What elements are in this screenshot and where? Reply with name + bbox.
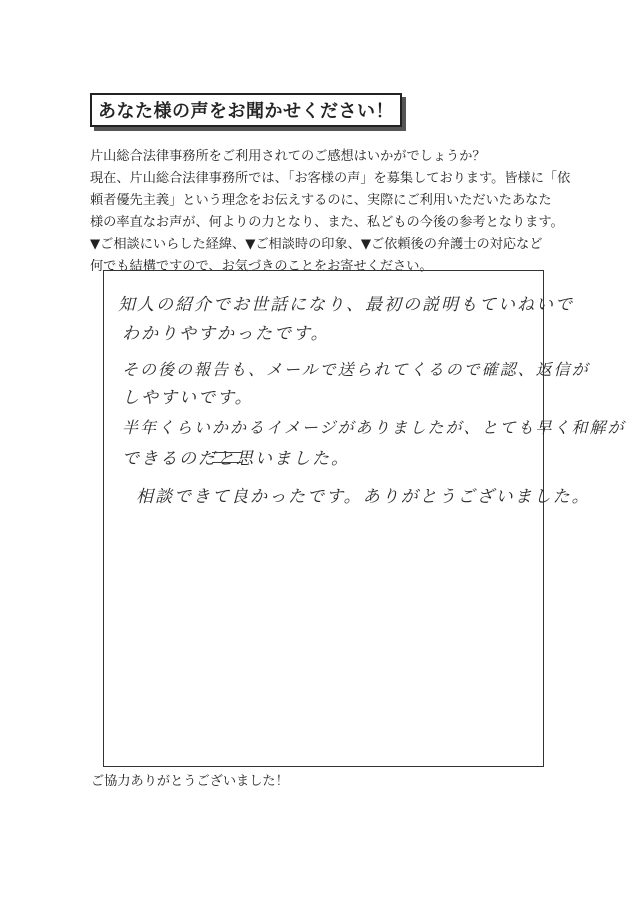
handwritten-letter-box [103, 270, 544, 767]
crossed-out-mark [212, 452, 242, 463]
intro-line: 頼者優先主義」という理念をお伝えするのに、実際にご利用いただいたあなた [90, 193, 552, 208]
intro-line: 片山総合法律事務所をご利用されてのご感想はいかがでしょうか？ [90, 149, 486, 164]
intro-line: 様の率直なお声が、何よりの力となり、また、私どもの今後の参考となります。 [90, 215, 564, 230]
intro-line: 現在、片山総合法律事務所では、「お客様の声」を募集しております。皆様に「依 [90, 171, 571, 186]
page-title-text: あなた様の声をお聞かせください！ [98, 101, 394, 122]
handwritten-line: 相談できて良かったです。ありがとうございました。 [136, 487, 591, 507]
handwritten-line: その後の報告も、メールで送られてくるので確認、返信が [122, 360, 590, 379]
handwritten-line: 知人の紹介でお世話になり、最初の説明もていねいで [118, 295, 574, 315]
handwritten-line: できるのだと思いました。 [122, 449, 350, 469]
handwritten-line: しやすいです。 [122, 388, 254, 408]
handwritten-line: 半年くらいかかるイメージがありましたが、とても早く和解が [122, 418, 626, 437]
intro-line: 何でも結構ですので、お気づきのことをお寄せください。 [90, 259, 433, 274]
intro-line: ▼ご相談にいらした経緯、▼ご相談時の印象、▼ご依頼後の弁護士の対応など [90, 237, 543, 252]
thanks-text: ご協力ありがとうございました！ [91, 774, 289, 789]
page-title [90, 93, 402, 127]
intro-text [90, 146, 571, 278]
handwritten-line: わかりやすかったです。 [122, 324, 330, 344]
